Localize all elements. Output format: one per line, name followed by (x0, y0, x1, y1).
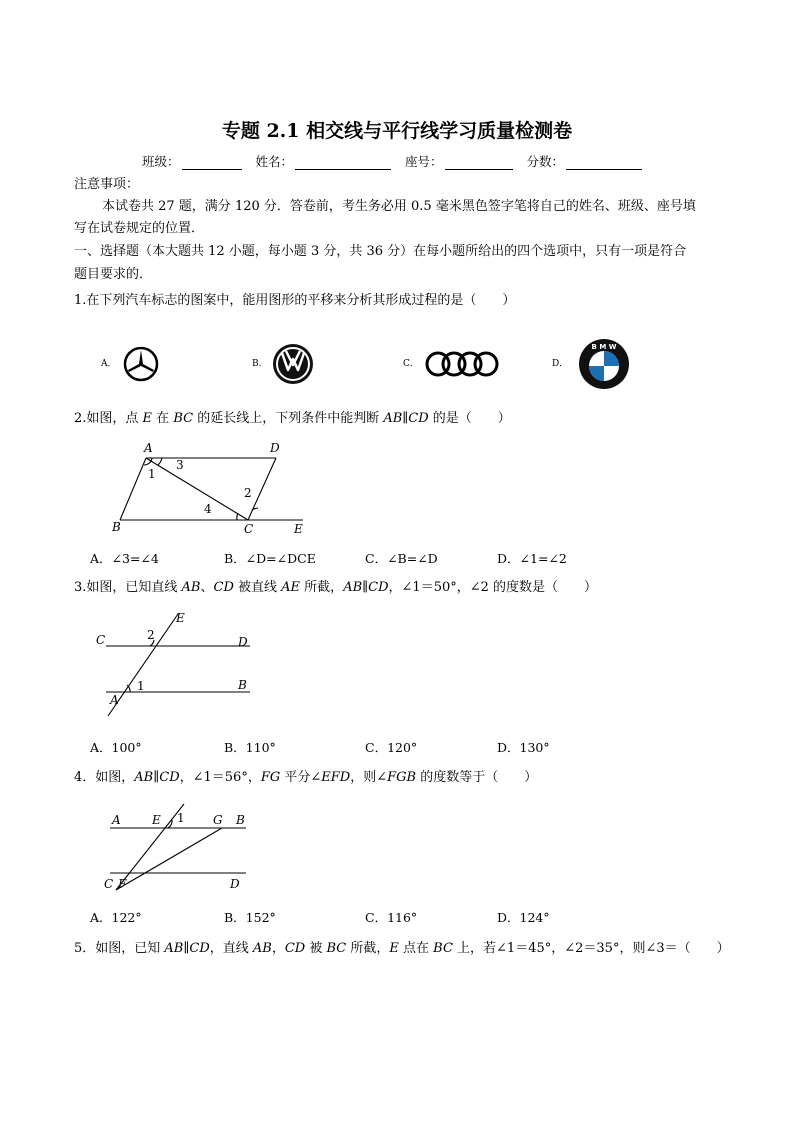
q4-label-a: A (112, 813, 121, 827)
page-title: 专题 2.1 相交线与平行线学习质量检测卷 (221, 120, 573, 142)
seat-label: 座号： (405, 154, 443, 169)
q3-option-b: B．110° (224, 740, 276, 755)
q1-option-c-letter: C． (403, 359, 419, 369)
bmw-logo-text: B M W (591, 343, 617, 351)
q3-option-a: A．100° (90, 740, 142, 755)
name-label: 姓名： (255, 154, 294, 169)
q1-option-a-letter: A． (101, 359, 117, 369)
q2-option-a: A．∠3=∠4 (90, 551, 159, 566)
score-label: 分数： (526, 154, 565, 169)
q4-option-d: D．124° (497, 910, 550, 925)
question-1-stem: 1.在下列汽车标志的图案中，能用图形的平移来分析其形成过程的是（ ） (74, 293, 516, 308)
q3-label-a: A (110, 693, 119, 707)
volkswagen-logo-icon (271, 343, 315, 385)
q2-angle-1: 1 (148, 467, 156, 481)
q4-label-g: G (213, 813, 223, 827)
question-5-stem: 5．如图，已知 AB∥CD，直线 AB，CD 被 BC 所截，E 点在 BC 上，若∠1＝45°，∠2＝35°，则∠3＝（ ） (74, 941, 730, 956)
score-blank (566, 157, 642, 170)
notice-line-1: 本试卷共 27 题，满分 120 分．答卷前，考生务必用 0.5 毫米黑色签字笔将自己的姓名、班级、座号填 (102, 199, 696, 214)
student-info-line (142, 152, 652, 170)
q3-label-b: B (238, 678, 247, 692)
q1-option-d-letter: D． (552, 359, 569, 369)
q2-angle-4: 4 (204, 502, 212, 516)
q2-label-d: D (270, 441, 280, 455)
q4-label-e: E (152, 813, 161, 827)
q4-option-b: B．152° (224, 910, 276, 925)
q3-figure (92, 608, 262, 720)
audi-logo-icon (424, 349, 500, 379)
question-3-stem: 3.如图，已知直线 AB、CD 被直线 AE 所截，AB∥CD，∠1＝50°，∠2 的度数是（ ） (74, 580, 598, 595)
q4-label-b: B (236, 813, 245, 827)
notice-heading: 注意事项： (74, 177, 140, 192)
q2-label-c: C (244, 522, 254, 536)
q3-option-c: C．120° (365, 740, 418, 755)
question-2-stem: 2.如图，点 E 在 BC 的延长线上，下列条件中能判断 AB∥CD 的是（ ） (74, 411, 511, 426)
q2-option-d: D．∠1=∠2 (497, 551, 567, 566)
q3-option-d: D．130° (497, 740, 550, 755)
q3-angle-2: 2 (147, 628, 155, 642)
q4-label-c: C (104, 877, 114, 891)
q2-figure (108, 438, 308, 538)
q2-option-c: C．∠B=∠D (365, 551, 438, 566)
q4-option-c: C．116° (365, 910, 418, 925)
q2-label-e: E (294, 522, 303, 536)
q2-label-b: B (112, 520, 121, 534)
q2-option-b: B．∠D=∠DCE (224, 551, 316, 566)
class-blank (182, 157, 242, 170)
q2-angle-2: 2 (244, 486, 252, 500)
q2-label-a: A (144, 441, 153, 455)
q3-angle-1: 1 (137, 679, 145, 693)
bmw-logo-icon (578, 338, 630, 390)
q3-label-c: C (96, 633, 106, 647)
mercedes-logo-icon (122, 345, 160, 383)
q1-option-b-letter: B． (252, 359, 268, 369)
q4-option-a: A．122° (90, 910, 142, 925)
name-blank (295, 157, 391, 170)
q3-label-d: D (238, 635, 248, 649)
q4-figure (100, 802, 260, 898)
q4-label-d: D (230, 877, 240, 891)
q4-label-f: F (118, 877, 127, 891)
q4-angle-1: 1 (177, 811, 185, 825)
question-4-stem: 4．如图，AB∥CD，∠1＝56°，FG 平分∠EFD，则∠FGB 的度数等于（ ） (74, 770, 538, 785)
q2-angle-3: 3 (176, 458, 184, 472)
notice-line-2: 写在试卷规定的位置． (74, 221, 205, 236)
q3-label-e: E (176, 611, 185, 625)
section-1-line-1: 一、选择题（本大题共 12 小题，每小题 3 分，共 36 分）在每小题所给出的四个选项中，只有一项是符合 (74, 244, 687, 259)
section-1-line-2: 题目要求的． (74, 267, 153, 282)
seat-blank (445, 157, 513, 170)
class-label: 班级： (142, 154, 180, 169)
